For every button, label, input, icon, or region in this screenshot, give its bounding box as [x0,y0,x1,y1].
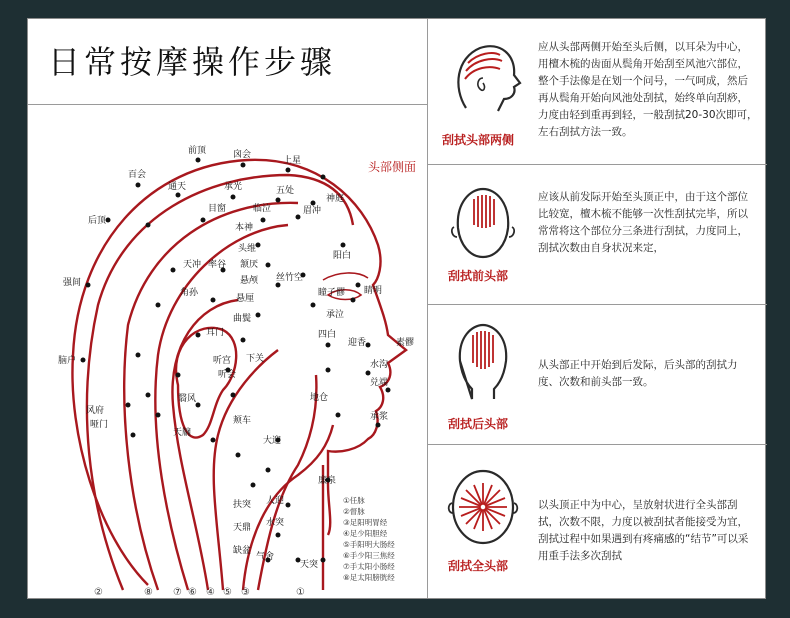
point-chengguang: 承光 [224,182,243,192]
point-houding: 后顶 [88,216,107,226]
point-meichong: 眉冲 [303,206,322,216]
page-title: 日常按摩操作步骤 [28,19,427,105]
step-row [428,305,767,445]
step-description: 应从头部两侧开始至头后侧，以耳朵为中心，用檀木梳的齿面从鬓角开始刮至风池穴部位，整个手法像是在划一个问号，一气呵成，然后再从鬓角开始向风池处刮拭，始终单向刮痧，力度由轻到重再到轻，一般刮拭20-30次即可，左右刮拭方法一致。 [538,41,758,138]
point-benshen: 本神 [235,223,254,233]
point-jingming: 睛明 [364,286,383,296]
head-top-icon [438,461,528,551]
point-daying: 大迎 [263,436,282,446]
step-description: 应该从前发际开始至头顶正中，由于这个部位比较宽，檀木梳不能够一次性刮拭完毕，所以常常将这个部位分三条进行刮拭，力度同上，刮拭次数由自身状况来定， [538,191,748,254]
point-shuitu: 水突 [266,518,285,528]
meridian-line-7 [155,225,288,590]
line-number: ③ [241,587,250,598]
legend-item: ③足阳明胃经 [343,518,388,527]
line-number: ② [94,587,103,598]
point-yamen: 哑门 [90,420,109,430]
content-panel [27,18,766,599]
side-label: 头部侧面 [368,160,417,174]
left-column [28,19,428,598]
point-xuanlu: 悬颅 [240,276,259,286]
point-muchuang: 目窗 [208,204,227,214]
point-tongtian: 通天 [168,182,187,192]
point-tianyou: 天牖 [173,428,192,438]
point-tinghui: 听会 [218,370,237,380]
point-jiaosun: 角孙 [180,288,199,298]
brow-outline [323,273,368,280]
point-suliao: 素髎 [396,338,415,348]
point-shuigou: 水沟 [370,360,389,370]
point-linqi: 临泣 [253,204,272,214]
point-yingxiang: 迎香 [348,338,367,348]
point-tinggong: 听宫 [213,356,232,366]
head-side-icon [438,33,528,123]
point-qianding: 前顶 [188,146,207,156]
point-quepen: 缺盆 [233,546,252,556]
legend-item: ⑧足太阳膀胱经 [343,573,395,582]
point-tongziliao: 瞳子髎 [318,288,346,298]
point-chengjiang: 承浆 [370,412,389,422]
step-label: 刮拭全头部 [447,559,508,573]
point-futu: 扶突 [233,500,252,510]
point-qiangjian: 强间 [63,278,82,288]
point-renying: 人迎 [266,496,285,506]
line-number: ⑥ [188,587,197,598]
point-tiantu: 天突 [300,560,319,570]
point-lianquan: 廉泉 [318,476,337,486]
head-front-icon [438,183,528,263]
legend-item: ④足少阳胆经 [343,529,388,538]
legend-item: ⑤手阳明大肠经 [343,540,395,549]
point-chengqi: 承泣 [326,310,345,320]
line-number: ④ [206,587,215,598]
line-number: ⑧ [144,587,153,598]
line-number: ⑦ [173,587,182,598]
point-dicang: 地仓 [310,393,329,403]
step-description: 以头顶正中为中心，呈放射状进行全头部刮拭，次数不限，力度以被刮拭者能接受为宜，刮拭过程中如果遇到有疼痛感的“结节”可以采用重手法多次刮拭 [538,499,749,562]
point-sibai: 四白 [318,330,337,340]
point-touwei: 头维 [238,244,257,254]
point-xinhui: 囟会 [233,150,252,160]
step-label: 刮拭头部两侧 [441,133,514,147]
head-back-icon [438,319,528,403]
point-yifeng: 翳风 [178,394,197,404]
point-shangxing: 上星 [283,156,302,166]
point-yangbai: 阳白 [333,251,352,261]
steps-column [428,19,767,598]
step-row [428,19,767,165]
step-label: 刮拭后头部 [447,417,508,431]
point-fengfu: 风府 [86,406,105,416]
point-duiduan: 兑端 [370,378,389,388]
legend-item: ②督脉 [343,507,365,516]
point-qishe: 气舍 [256,552,275,562]
point-tianding: 天鼎 [233,523,252,533]
acupoint-diagram [28,105,428,600]
point-ermen: 耳门 [206,328,225,338]
legend-item: ⑦手太阳小肠经 [343,562,395,571]
point-wuchu: 五处 [276,186,295,196]
line-number: ⑤ [223,587,232,598]
step-row [428,445,767,600]
point-jiache: 颊车 [233,416,252,426]
legend-item: ⑥手少阳三焦经 [343,551,395,560]
legend-item: ①任脉 [343,496,365,505]
point-shuaigu: 率谷 [208,260,227,270]
point-tianchong: 天冲 [183,260,202,270]
point-baihui: 百会 [128,170,147,180]
ear-outline [176,328,236,438]
meridian-line-2 [87,175,353,590]
point-naohu: 脑户 [58,356,77,366]
point-qubin: 曲鬓 [233,314,252,324]
line-number: ① [296,587,305,598]
step-label: 刮拭前头部 [447,269,508,283]
step-description: 从头部正中开始到后发际，后头部的刮拭力度、次数和前头部一致。 [538,359,738,388]
head-acupoint-svg [28,105,428,600]
point-shenting: 神庭 [326,194,345,204]
point-hanyan: 颔厌 [240,260,259,270]
point-sizhukong: 丝竹空 [276,273,304,283]
step-row [428,165,767,305]
point-xiaguan: 下关 [246,354,265,364]
point-xuanli: 悬厘 [236,294,255,304]
